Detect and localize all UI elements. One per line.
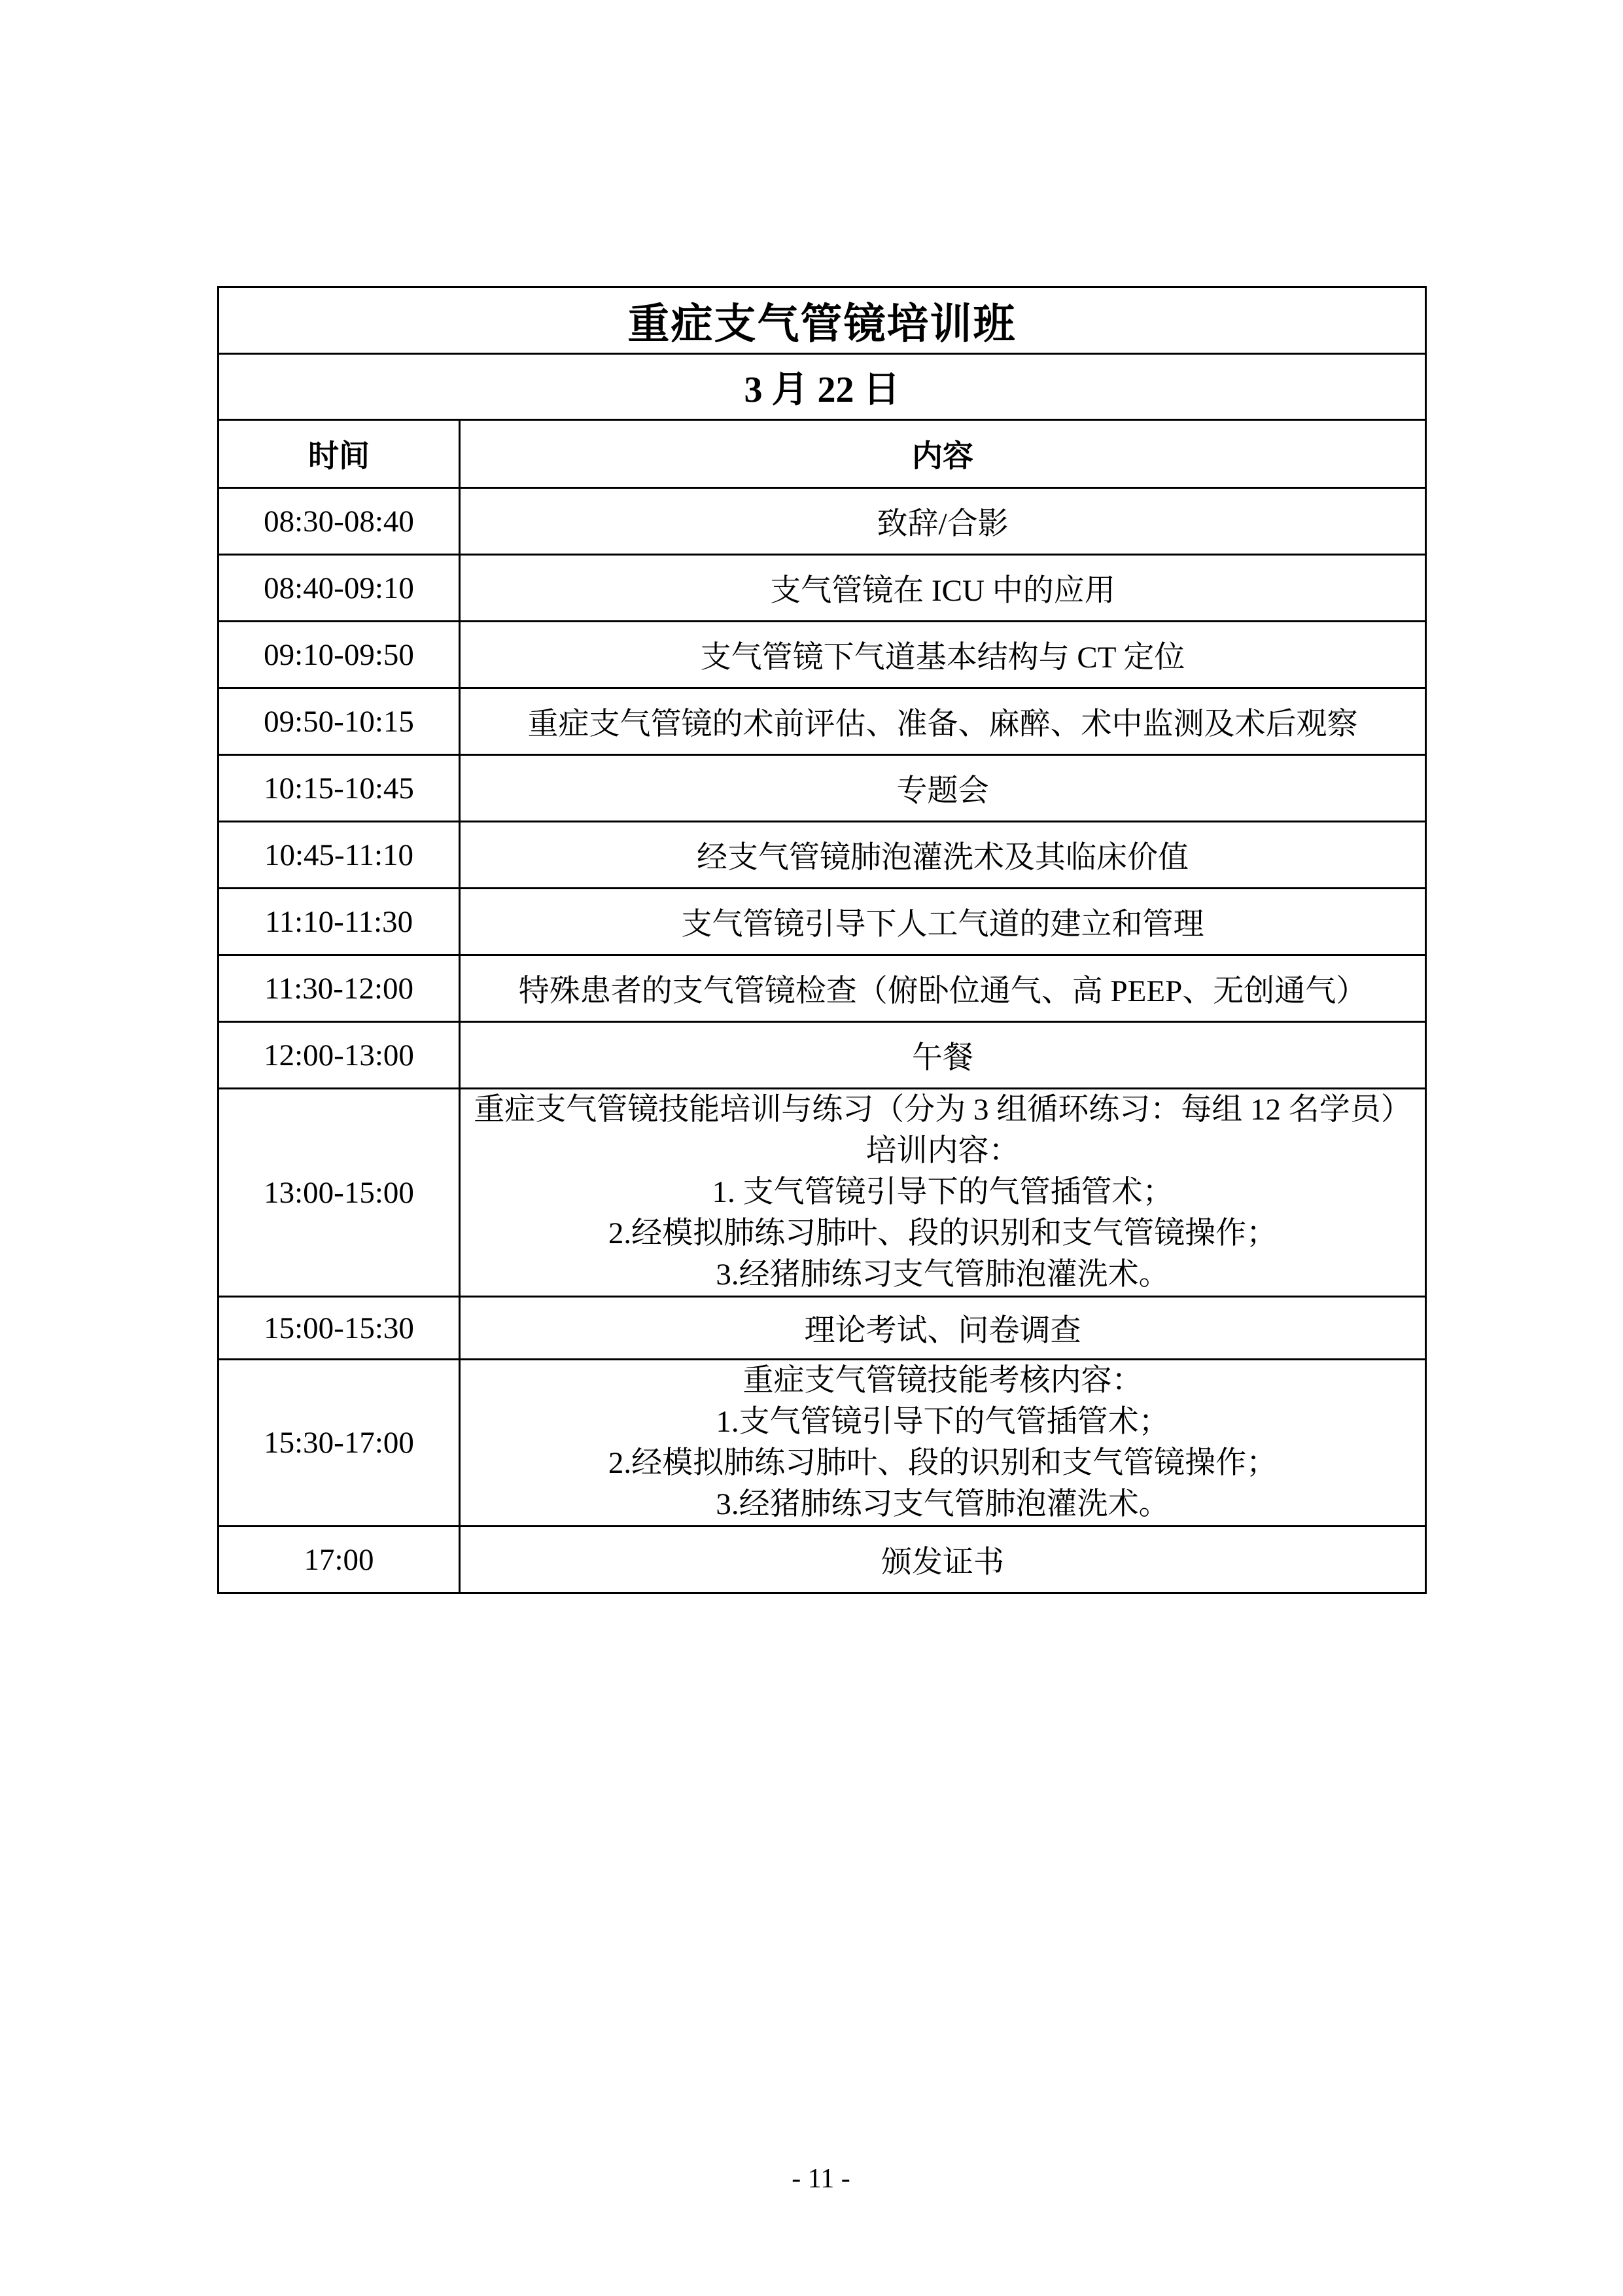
table-row <box>218 688 1426 755</box>
table-row <box>218 1022 1426 1089</box>
time-cell: 09:50-10:15 <box>218 688 460 755</box>
table-row <box>218 1089 1426 1297</box>
table-row <box>218 1527 1426 1593</box>
time-cell: 13:00-15:00 <box>218 1089 460 1297</box>
time-cell: 08:40-09:10 <box>218 555 460 622</box>
time-cell: 12:00-13:00 <box>218 1022 460 1089</box>
time-cell: 10:45-11:10 <box>218 822 460 889</box>
table-row <box>218 955 1426 1022</box>
content-line: 1.支气管镜引导下的气管插管术； <box>716 1405 1170 1439</box>
content-cell: 午餐 <box>460 1022 1426 1089</box>
table-row <box>218 822 1426 889</box>
content-cell: 支气管镜在 ICU 中的应用 <box>460 555 1426 622</box>
content-cell: 特殊患者的支气管镜检查（俯卧位通气、高 PEEP、无创通气） <box>460 955 1426 1022</box>
table-row <box>218 287 1426 354</box>
content-line: 培训内容： <box>865 1134 1020 1168</box>
content-cell <box>460 1360 1426 1527</box>
table-row <box>218 1360 1426 1527</box>
time-cell: 11:30-12:00 <box>218 955 460 1022</box>
content-cell <box>460 1089 1426 1297</box>
table-row <box>218 1297 1426 1360</box>
content-cell: 致辞/合影 <box>460 488 1426 555</box>
time-cell: 17:00 <box>218 1527 460 1593</box>
content-line: 2.经模拟肺练习肺叶、段的识别和支气管镜操作； <box>608 1216 1278 1250</box>
content-line: 重症支气管镜技能考核内容： <box>742 1364 1143 1398</box>
time-cell: 15:30-17:00 <box>218 1360 460 1527</box>
time-cell: 08:30-08:40 <box>218 488 460 555</box>
table-header-row <box>218 420 1426 488</box>
content-line: 1. 支气管镜引导下的气管插管术； <box>712 1175 1174 1209</box>
table-row <box>218 555 1426 622</box>
table-row <box>218 755 1426 822</box>
content-line: 3.经猪肺练习支气管肺泡灌洗术。 <box>716 1487 1170 1521</box>
content-line: 2.经模拟肺练习肺叶、段的识别和支气管镜操作； <box>608 1446 1278 1480</box>
time-cell: 10:15-10:45 <box>218 755 460 822</box>
time-cell: 09:10-09:50 <box>218 622 460 688</box>
content-cell: 经支气管镜肺泡灌洗术及其临床价值 <box>460 822 1426 889</box>
content-cell: 理论考试、问卷调查 <box>460 1297 1426 1360</box>
content-line: 重症支气管镜技能培训与练习（分为 3 组循环练习：每组 12 名学员） <box>474 1093 1412 1127</box>
content-cell: 支气管镜引导下人工气道的建立和管理 <box>460 889 1426 955</box>
table-row <box>218 354 1426 420</box>
table-title: 重症支气管镜培训班 <box>218 287 1426 354</box>
table-row <box>218 488 1426 555</box>
time-column-header: 时间 <box>218 420 460 488</box>
content-column-header: 内容 <box>460 420 1426 488</box>
page-number: - 11 - <box>792 2164 850 2194</box>
content-cell: 支气管镜下气道基本结构与 CT 定位 <box>460 622 1426 688</box>
table-row <box>218 622 1426 688</box>
content-cell: 颁发证书 <box>460 1527 1426 1593</box>
table-date: 3 月 22 日 <box>218 354 1426 420</box>
time-cell: 11:10-11:30 <box>218 889 460 955</box>
table-row <box>218 889 1426 955</box>
content-line: 3.经猪肺练习支气管肺泡灌洗术。 <box>716 1258 1170 1292</box>
content-cell: 专题会 <box>460 755 1426 822</box>
schedule-table <box>217 286 1427 1594</box>
time-cell: 15:00-15:30 <box>218 1297 460 1360</box>
content-cell: 重症支气管镜的术前评估、准备、麻醉、术中监测及术后观察 <box>460 688 1426 755</box>
